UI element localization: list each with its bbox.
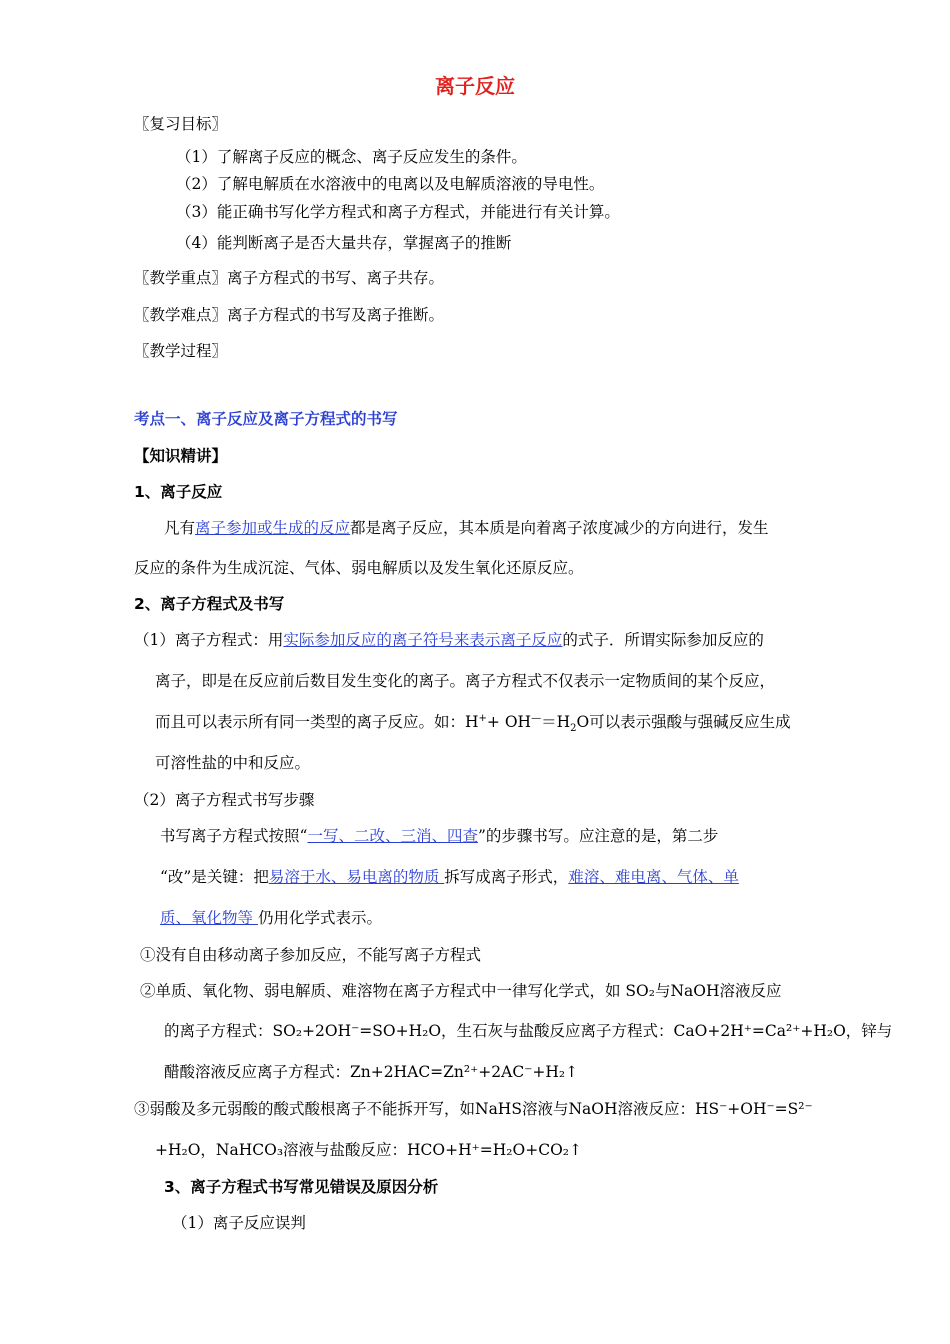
paragraph-ionic-reaction — [164, 518, 769, 538]
paragraph-line: 反应的条件为生成沉淀、气体、弱电解质以及发生氧化还原反应。 — [134, 559, 584, 577]
note-3-cont: +H₂O，NaHCO₃溶液与盐酸反应：HCO+H⁺=H₂O+CO₂↑ — [155, 1141, 582, 1159]
steps-line — [160, 826, 718, 846]
text: + OH — [486, 713, 532, 731]
goal-item: （3）能正确书写化学方程式和离子方程式，并能进行有关计算。 — [176, 203, 620, 221]
link-steps[interactable]: 一写、二改、三消、四查 — [307, 827, 478, 845]
note-1: ①没有自由移动离子参加反应，不能写离子方程式 — [140, 946, 482, 964]
goal-item: （2）了解电解质在水溶液中的电离以及电解质溶液的导电性。 — [176, 175, 605, 193]
steps-header: （2）离子方程式书写步骤 — [134, 791, 315, 809]
text: 而且可以表示所有同一类型的离子反应。如：H — [155, 713, 479, 731]
steps-line — [160, 867, 739, 887]
definition-line: 离子，即是在反应前后数目发生变化的离子。离子方程式不仅表示一定物质间的某个反应， — [155, 672, 776, 690]
definition-line — [155, 712, 791, 735]
text: 凡有 — [164, 519, 196, 537]
link-definition[interactable]: 实际参加反应的离子符号来表示离子反应 — [283, 631, 563, 649]
teaching-focus: 〖教学重点〗离子方程式的书写、离子共存。 — [134, 269, 445, 287]
note-2-cont: 的离子方程式：SO₂+2OH⁻=SO+H₂O，生石灰与盐酸反应离子方程式：CaO+2H⁺=Ca²⁺+H₂O，锌与 — [164, 1022, 893, 1040]
teaching-difficulty: 〖教学难点〗离子方程式的书写及离子推断。 — [134, 306, 445, 324]
teaching-process: 〖教学过程〗 — [134, 342, 228, 360]
link-ions-participating[interactable]: 离子参加或生成的反应 — [195, 519, 351, 537]
link-oxides[interactable]: 质、氧化物等 — [160, 909, 258, 927]
goal-item: （1）了解离子反应的概念、离子反应发生的条件。 — [176, 148, 527, 166]
superscript: — — [531, 712, 542, 724]
text: 书写离子方程式按照“ — [160, 827, 308, 845]
section-heading: 考点一、离子反应及离子方程式的书写 — [134, 410, 398, 428]
text: 都是离子反应，其本质是向着离子浓度减少的方向进行，发生 — [350, 519, 769, 537]
text: （1）离子方程式：用 — [134, 631, 284, 649]
steps-line — [160, 908, 382, 928]
superscript: + — [478, 712, 487, 724]
note-2: ②单质、氧化物、弱电解质、难溶物在离子方程式中一律写化学式，如 SO₂与NaOH溶液反应 — [140, 982, 782, 1000]
text: ”的步骤书写。应注意的是，第二步 — [477, 827, 719, 845]
text: “改”是关键：把 — [160, 868, 269, 886]
link-soluble[interactable]: 易溶于水、易电离的物质 — [268, 868, 445, 886]
definition-line: 可溶性盐的中和反应。 — [155, 754, 311, 772]
text: O可以表示强酸与强碱反应生成 — [576, 713, 791, 731]
subheading-ionic-equation: 2、离子方程式及书写 — [134, 595, 285, 613]
definition-line — [134, 630, 764, 650]
subheading-ionic-reaction: 1、离子反应 — [134, 483, 223, 501]
note-3: ③弱酸及多元弱酸的酸式酸根离子不能拆开写，如NaHS溶液与NaOH溶液反应：HS⁻+OH⁻=S²⁻ — [134, 1100, 813, 1118]
text: 拆写成离子形式， — [444, 868, 569, 886]
sub-item: （1）离子反应误判 — [172, 1214, 306, 1232]
text: 仍用化学式表示。 — [257, 909, 382, 927]
link-insoluble[interactable]: 难溶、难电离、气体、单 — [568, 868, 739, 886]
subscript: 2 — [570, 723, 577, 735]
text: 的式子．所谓实际参加反应的 — [562, 631, 764, 649]
note-2-cont: 醋酸溶液反应离子方程式：Zn+2HAC=Zn²⁺+2AC⁻+H₂↑ — [164, 1063, 579, 1081]
goal-item: （4）能判断离子是否大量共存，掌握离子的推断 — [176, 234, 512, 252]
page-title: 离子反应 — [435, 74, 515, 98]
subheading-common-errors: 3、离子方程式书写常见错误及原因分析 — [164, 1178, 439, 1196]
knowledge-header: 【知识精讲】 — [134, 447, 228, 465]
goals-header: 〖复习目标〗 — [134, 115, 228, 133]
text: ＝H — [541, 713, 571, 731]
